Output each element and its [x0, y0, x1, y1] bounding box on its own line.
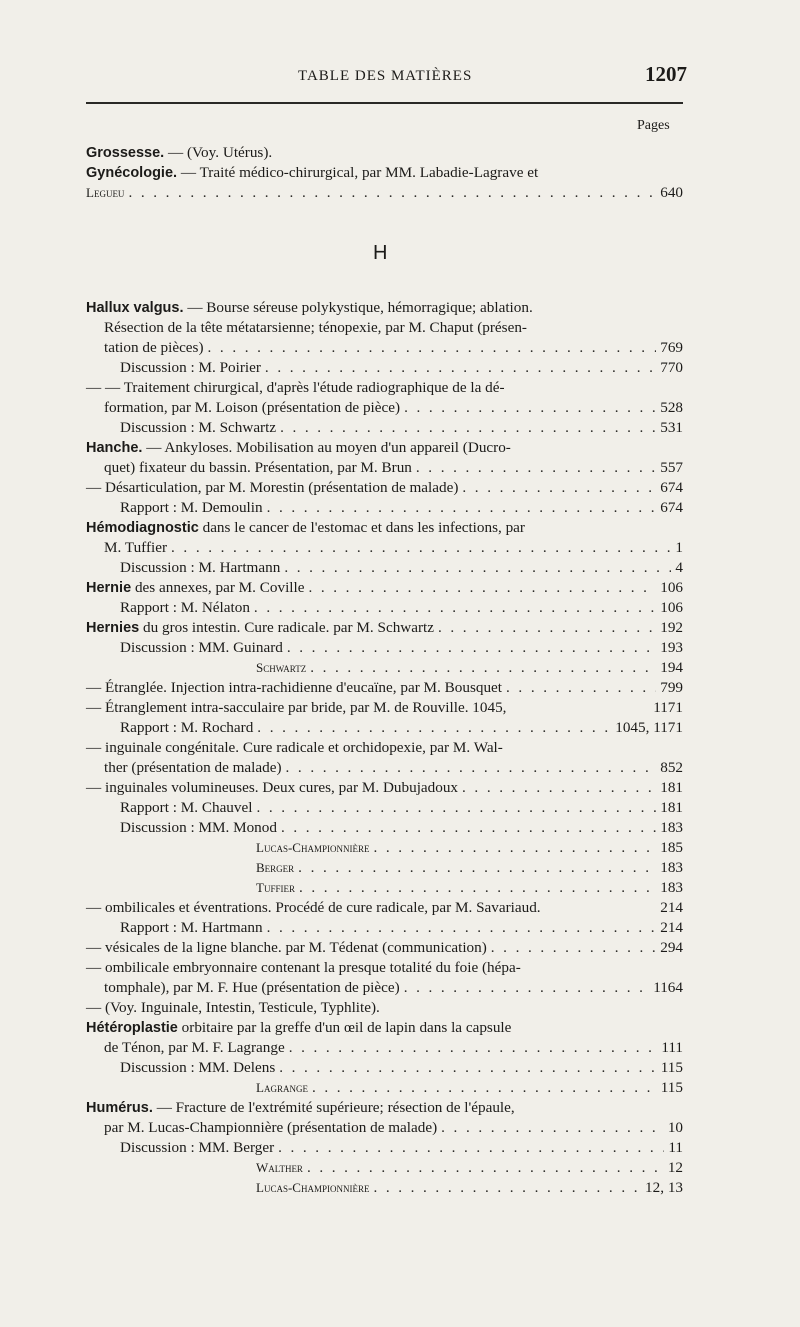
entry-text — [256, 878, 295, 898]
entry-body: orbitaire par la greffe d'un œil de lapin dans la capsule — [177, 1019, 512, 1036]
entry-body: Rapport : M. Demoulin — [120, 499, 263, 516]
entry-body: du gros intestin. Cure radicale. par M. Schwartz — [139, 619, 435, 636]
dot-leader — [254, 598, 656, 618]
entry-body: formation, par M. Loison (présentation de pièce) — [104, 399, 401, 416]
entry-body: Discussion : M. Schwartz — [120, 419, 277, 436]
entry-body: de Ténon, par M. F. Lagrange — [104, 1039, 285, 1056]
entry-text — [86, 478, 458, 498]
page-reference: 294 — [660, 939, 683, 956]
dot-leader — [506, 678, 656, 698]
dot-leader — [267, 498, 657, 518]
page-reference: 214 — [660, 919, 683, 936]
entry-text — [120, 358, 261, 378]
dot-leader — [281, 818, 656, 838]
entry-body: Schwartz — [256, 660, 307, 675]
dot-leader — [373, 838, 656, 858]
index-line — [86, 998, 683, 1018]
entry-body: — Étranglement intra-sacculaire par bride, par M. de Rouville. 1045, — [86, 699, 507, 716]
entry-heading: Hernies — [86, 620, 140, 636]
page-reference: 11 — [668, 1139, 683, 1156]
entry-heading: Hernie — [86, 580, 132, 596]
entry-text — [86, 518, 525, 538]
entry-text — [86, 1018, 511, 1038]
page-reference: 674 — [660, 499, 683, 516]
page-reference: 1 — [675, 539, 683, 556]
entry-text — [104, 398, 400, 418]
page-reference: 111 — [661, 1039, 683, 1056]
entry-heading: Humérus. — [86, 1100, 153, 1116]
page-number: 1207 — [645, 62, 687, 86]
index-line — [86, 698, 683, 718]
page-reference: 769 — [660, 339, 683, 356]
entry-heading: Hémodiagnostic — [86, 520, 199, 536]
page-reference: 531 — [660, 419, 683, 436]
entry-text — [86, 898, 541, 918]
entry-body: Lagrange — [256, 1080, 308, 1095]
dot-leader — [299, 878, 656, 898]
entry-text — [256, 838, 369, 858]
entry-body: quet) fixateur du bassin. Présentation, par M. Brun — [104, 459, 412, 476]
page-reference: 528 — [660, 399, 683, 416]
page-reference: 12, 13 — [645, 1179, 683, 1196]
index-line — [104, 338, 683, 358]
entry-body: ther (présentation de malade) — [104, 759, 282, 776]
entry-text — [120, 558, 280, 578]
entry-body: — — Traitement chirurgical, d'après l'étude radiographique de la dé- — [86, 379, 505, 396]
entry-text — [120, 598, 250, 618]
entry-body: Discussion : MM. Monod — [120, 819, 277, 836]
entry-body: — Traité médico-chirurgical, par MM. Labadie-Lagrave et — [177, 164, 539, 181]
index-line — [86, 298, 683, 318]
entry-body: tomphale), par M. F. Hue (présentation de pièce) — [104, 979, 400, 996]
entry-text — [86, 298, 533, 318]
index-line — [256, 1078, 683, 1098]
dot-leader — [267, 918, 657, 938]
entry-text — [120, 1058, 275, 1078]
entry-body: Discussion : M. Hartmann — [120, 559, 281, 576]
entry-heading: Hanche. — [86, 440, 143, 456]
page-reference: 185 — [660, 839, 683, 856]
index-line — [86, 438, 683, 458]
page-reference: 183 — [660, 879, 683, 896]
header-rule — [86, 102, 683, 104]
dot-leader — [404, 398, 656, 418]
index-line — [104, 398, 683, 418]
entry-body: dans le cancer de l'estomac et dans les infections, par — [198, 519, 525, 536]
index-line — [120, 418, 683, 438]
entry-heading: Grossesse. — [86, 145, 165, 161]
entry-text — [86, 698, 506, 718]
entry-heading: Hétéroplastie — [86, 1020, 178, 1036]
index-line — [104, 458, 683, 478]
entry-body: Walther — [256, 1160, 303, 1175]
index-line — [256, 1178, 683, 1198]
page-reference: 674 — [660, 479, 683, 496]
entry-text — [86, 778, 458, 798]
index-line — [104, 978, 683, 998]
dot-leader — [298, 858, 656, 878]
entry-body: — Fracture de l'extrémité supérieure; résection de l'épaule, — [152, 1099, 515, 1116]
dot-leader — [441, 1118, 664, 1138]
entry-text — [86, 183, 124, 203]
index-line — [104, 1038, 683, 1058]
entry-text — [86, 678, 502, 698]
index-line — [86, 898, 683, 918]
entry-text — [86, 378, 505, 398]
dot-leader — [307, 1158, 664, 1178]
section-letter: H — [373, 242, 388, 264]
entry-text — [256, 1178, 369, 1198]
entry-body: — Désarticulation, par M. Morestin (présentation de malade) — [86, 479, 459, 496]
dot-leader — [208, 338, 657, 358]
index-line — [120, 598, 683, 618]
entry-text — [86, 143, 272, 163]
dot-leader — [491, 938, 656, 958]
index-line — [86, 143, 683, 163]
entry-text — [86, 618, 434, 638]
index-line — [120, 918, 683, 938]
entry-body: Lucas-Championnière — [256, 1180, 370, 1195]
index-line — [86, 163, 683, 183]
entry-text — [256, 658, 306, 678]
entry-text — [104, 1118, 437, 1138]
index-line — [120, 358, 683, 378]
page-reference: 106 — [660, 599, 683, 616]
entry-text — [120, 918, 263, 938]
entry-body: — inguinale congénitale. Cure radicale et orchidopexie, par M. Wal- — [86, 739, 503, 756]
index-line — [256, 858, 683, 878]
entry-heading: Gynécologie. — [86, 165, 178, 181]
page-reference: 183 — [660, 819, 683, 836]
index-line — [86, 678, 683, 698]
entry-text — [120, 818, 277, 838]
page-reference: 4 — [675, 559, 683, 576]
page-reference: 192 — [660, 619, 683, 636]
entry-body: — Ankyloses. Mobilisation au moyen d'un appareil (Ducro- — [142, 439, 511, 456]
entry-text — [104, 338, 204, 358]
index-line — [256, 838, 683, 858]
page-reference: 115 — [660, 1059, 683, 1076]
index-line — [120, 718, 683, 738]
index-line — [86, 618, 683, 638]
entry-text — [86, 958, 521, 978]
index-line — [120, 1058, 683, 1078]
dot-leader — [462, 478, 656, 498]
entry-body: — (Voy. Inguinale, Intestin, Testicule, Typhlite). — [86, 999, 380, 1016]
index-line — [86, 378, 683, 398]
entry-body: Discussion : MM. Guinard — [120, 639, 283, 656]
entry-body: Rapport : M. Rochard — [120, 719, 254, 736]
page-reference: 10 — [667, 1119, 683, 1136]
page-reference: 106 — [660, 579, 683, 596]
page-reference: 214 — [660, 899, 683, 916]
entry-body: — Étranglée. Injection intra-rachidienne d'eucaïne, par M. Bousquet — [86, 679, 503, 696]
entry-body: — ombilicales et éventrations. Procédé de cure radicale, par M. Savariaud. — [86, 899, 541, 916]
entry-text — [86, 998, 380, 1018]
index-line — [86, 938, 683, 958]
page-reference: 852 — [660, 759, 683, 776]
index-line — [120, 638, 683, 658]
entry-text — [86, 938, 487, 958]
entry-body: Tuffier — [256, 880, 295, 895]
page-reference: 193 — [660, 639, 683, 656]
index-line — [86, 958, 683, 978]
index-line — [104, 758, 683, 778]
dot-leader — [278, 1138, 664, 1158]
page-reference: 640 — [660, 184, 683, 201]
entry-text — [120, 798, 252, 818]
dot-leader — [438, 618, 656, 638]
dot-leader — [310, 658, 656, 678]
entry-body: — Bourse séreuse polykystique, hémorragique; ablation. — [183, 299, 533, 316]
entry-body: Rapport : M. Hartmann — [120, 919, 263, 936]
page-reference: 799 — [660, 679, 683, 696]
index-line — [86, 183, 683, 203]
entry-body: Rapport : M. Nélaton — [120, 599, 250, 616]
index-line — [86, 1098, 683, 1118]
dot-leader — [256, 798, 656, 818]
entry-body: tation de pièces) — [104, 339, 204, 356]
entry-body: des annexes, par M. Coville — [131, 579, 305, 596]
index-line — [120, 818, 683, 838]
page-reference: 181 — [660, 799, 683, 816]
entry-text — [120, 498, 263, 518]
index-line — [86, 578, 683, 598]
entry-body: Discussion : MM. Berger — [120, 1139, 275, 1156]
entry-text — [104, 318, 527, 338]
dot-leader — [462, 778, 656, 798]
entry-body: par M. Lucas-Championnière (présentation de malade) — [104, 1119, 438, 1136]
page-reference: 194 — [660, 659, 683, 676]
index-line — [256, 878, 683, 898]
entry-text — [104, 978, 400, 998]
index-line — [86, 1018, 683, 1038]
index-line — [120, 1138, 683, 1158]
page-reference: 12 — [667, 1159, 683, 1176]
entry-heading: Hallux valgus. — [86, 300, 184, 316]
dot-leader — [265, 358, 656, 378]
index-line — [120, 498, 683, 518]
dot-leader — [279, 1058, 657, 1078]
entry-body: Discussion : MM. Delens — [120, 1059, 276, 1076]
page-reference: 770 — [660, 359, 683, 376]
dot-leader — [284, 558, 671, 578]
entry-text — [104, 1038, 285, 1058]
entry-body: — (Voy. Utérus). — [164, 144, 273, 161]
page-reference: 115 — [660, 1079, 683, 1096]
index-line — [120, 798, 683, 818]
dot-leader — [312, 1078, 657, 1098]
entry-body: — vésicales de la ligne blanche. par M. Tédenat (communication) — [86, 939, 487, 956]
entry-body: Discussion : M. Poirier — [120, 359, 261, 376]
dot-leader — [286, 758, 657, 778]
entry-text — [104, 458, 412, 478]
entry-text — [120, 1138, 274, 1158]
running-header-title: TABLE DES MATIÈRES — [298, 68, 473, 84]
index-line — [86, 738, 683, 758]
page-reference: 1171 — [653, 699, 683, 716]
entry-body: Berger — [256, 860, 295, 875]
page-reference: 557 — [660, 459, 683, 476]
entry-text — [120, 418, 276, 438]
dot-leader — [309, 578, 657, 598]
dot-leader — [128, 183, 656, 203]
entry-text — [104, 538, 167, 558]
entry-text — [104, 758, 282, 778]
page-reference: 181 — [660, 779, 683, 796]
page-reference: 183 — [660, 859, 683, 876]
index-line — [86, 778, 683, 798]
entry-text — [86, 163, 538, 183]
index-line — [86, 478, 683, 498]
page-reference: 1164 — [653, 979, 683, 996]
page-reference: 1045, 1171 — [615, 719, 683, 736]
dot-leader — [404, 978, 650, 998]
entry-text — [120, 718, 253, 738]
entry-text — [86, 738, 503, 758]
index-line — [104, 538, 683, 558]
index-line — [256, 658, 683, 678]
dot-leader — [257, 718, 611, 738]
index-line — [120, 558, 683, 578]
entry-body: Legueu — [86, 185, 125, 200]
entry-body: Résection de la tête métatarsienne; ténopexie, par M. Chaput (présen- — [104, 319, 527, 336]
entry-body: — inguinales volumineuses. Deux cures, par M. Dubujadoux — [86, 779, 459, 796]
pages-column-label: Pages — [637, 118, 670, 133]
entry-text — [256, 1078, 308, 1098]
entry-body: — ombilicale embryonnaire contenant la presque totalité du foie (hépa- — [86, 959, 521, 976]
dot-leader — [416, 458, 656, 478]
entry-body: M. Tuffier — [104, 539, 168, 556]
index-line — [256, 1158, 683, 1178]
dot-leader — [289, 1038, 658, 1058]
entry-text — [86, 578, 305, 598]
dot-leader — [171, 538, 671, 558]
entry-text — [86, 438, 511, 458]
entry-body: Rapport : M. Chauvel — [120, 799, 253, 816]
index-line — [104, 1118, 683, 1138]
entry-text — [120, 638, 283, 658]
index-line — [104, 318, 683, 338]
dot-leader — [373, 1178, 641, 1198]
dot-leader — [287, 638, 656, 658]
dot-leader — [280, 418, 656, 438]
index-line — [86, 518, 683, 538]
entry-text — [256, 858, 294, 878]
entry-body: Lucas-Championnière — [256, 840, 370, 855]
entry-text — [256, 1158, 303, 1178]
entry-text — [86, 1098, 515, 1118]
